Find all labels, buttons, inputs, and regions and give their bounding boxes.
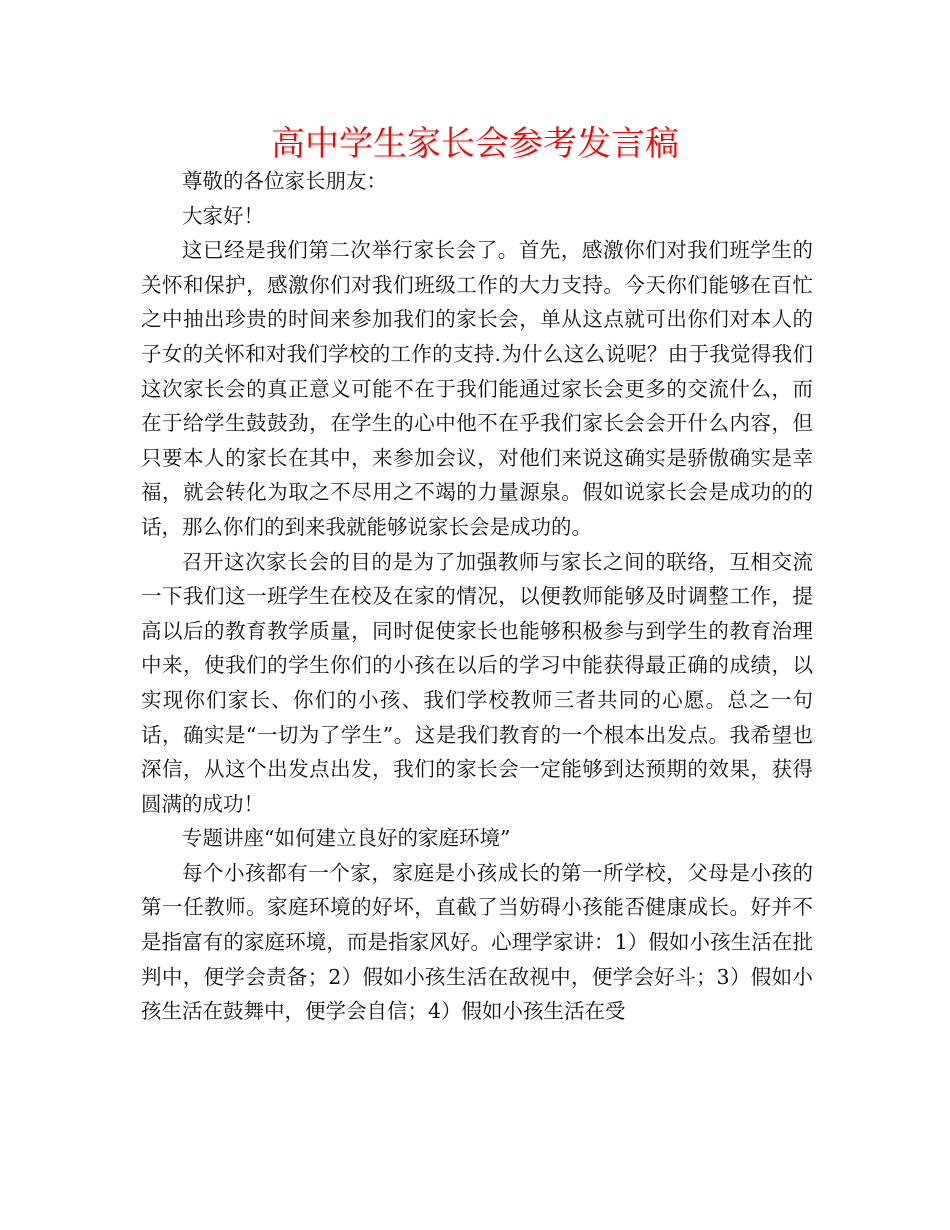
body-paragraph: 这已经是我们第二次举行家长会了。首先，感激你们对我们班学生的关怀和保护，感激你们对我们班级工作的大力支持。今天你们能够在百忙之中抽出珍贵的时间来参加我们的家长会，单从这点就可出你们对本人的子女的关怀和对我们学校的工作的支持.为什么这么说呢？由于我觉得我们这次家长会的真正意义可能不在于我们能通过家长会更多的交流什么，而在于给学生鼓鼓劲，在学生的心中他不在乎我们家长会会开什么内容，但只要本人的家长在其中，来参加会议，对他们来说这确实是骄傲确实是幸福，就会转化为取之不尽用之不竭的力量源泉。假如说家长会是成功的的话，那么你们的到来我就能够说家长会是成功的。	[141, 238, 813, 539]
document-title: 高中学生家长会参考发言稿	[271, 124, 679, 164]
salutation: 尊敬的各位家长朋友：	[182, 169, 387, 193]
body-paragraph: 召开这次家长会的目的是为了加强教师与家长之间的联络，互相交流一下我们这一班学生在校及在家的情况，以便教师能够及时调整工作，提高以后的教育教学质量，同时促使家长也能够积极参与到学生的教育治理中来，使我们的学生你们的小孩在以后的学习中能获得最正确的成绩，以实现你们家长、你们的小孩、我们学校教师三者共同的心愿。总之一句话，确实是“一切为了学生”。这是我们教育的一个根本出发点。我希望也深信，从这个出发点出发，我们的家长会一定能够到达预期的效果，获得圆满的成功！	[141, 549, 813, 816]
section-heading: 专题讲座“如何建立良好的家庭环境”	[182, 826, 511, 851]
greeting: 大家好！	[182, 203, 264, 228]
body-paragraph: 每个小孩都有一个家，家庭是小孩成长的第一所学校，父母是小孩的第一任教师。家庭环境的好坏，直截了当妨碍小孩能否健康成长。好并不是指富有的家庭环境，而是指家风好。心理学家讲：1）假如小孩生活在批判中，便学会责备；2）假如小孩生活在敌视中，便学会好斗；3）假如小孩生活在鼓舞中，便学会自信；4）假如小孩生活在受	[141, 860, 813, 1024]
document-body	[141, 164, 813, 1029]
